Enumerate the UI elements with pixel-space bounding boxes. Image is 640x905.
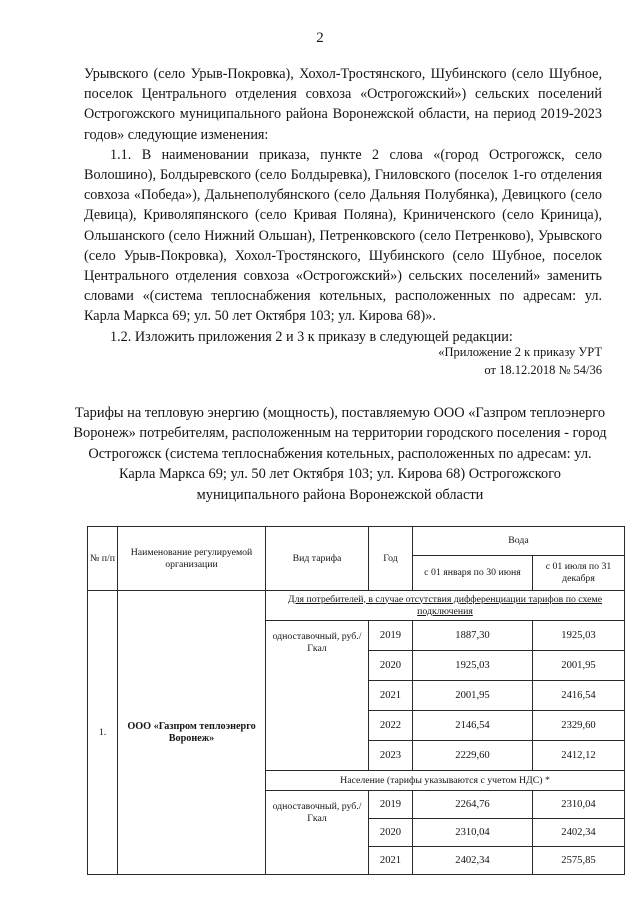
section-row [88, 591, 625, 621]
tariff-h2-cell: 2310,04 [533, 791, 625, 819]
appendix-reference [438, 343, 602, 379]
header-period-2: с 01 июля по 31 декабря [533, 556, 625, 591]
tariff-table [87, 526, 625, 875]
tariff-h2-cell: 2412,12 [533, 741, 625, 771]
tariff-type: одноставочный, руб./Гкал [266, 621, 369, 771]
row-number: 1. [88, 591, 118, 875]
tariff-h1-cell: 1925,03 [413, 651, 533, 681]
section-title: Для потребителей, в случае отсутствия дифференциации тарифов по схеме подключения [266, 591, 625, 621]
tariff-title: Тарифы на тепловую энергию (мощность), поставляемую ООО «Газпром теплоэнерго Воронеж» потребителям, расположенным на территории городского поселения - город Острогожск (система теплоснабжения котельных, расположенных по адресам: ул. Карла Маркса 69; ул. 50 лет Октября 103; ул. Кирова 68) Острогожского муниципального района Воронежской области [73, 405, 607, 503]
tariff-h1-cell: 2402,34 [413, 847, 533, 875]
paragraph-intro: Урывского (село Урыв-Покровка), Хохол-Тростянского, Шубинского (село Шубное, поселок Центрального отделения совхоза «Острогожский») сельских поселений Острогожского муниципального района Воронежской области, на период 2019-2023 годов» следующие изменения: [84, 66, 602, 143]
header-row [88, 527, 625, 556]
appendix-ref-line2: от 18.12.2018 № 54/36 [484, 363, 602, 377]
header-num: № п/п [88, 527, 118, 591]
appendix-ref-line1: «Приложение 2 к приказу УРТ [438, 345, 602, 359]
tariff-h2-cell: 1925,03 [533, 621, 625, 651]
tariff-h2-cell: 2001,95 [533, 651, 625, 681]
tariff-h1-cell: 2001,95 [413, 681, 533, 711]
year-cell: 2021 [369, 847, 413, 875]
tariff-h1-cell: 2264,76 [413, 791, 533, 819]
order-amendment-text [84, 64, 602, 347]
tariff-type: одноставочный, руб./Гкал [266, 791, 369, 875]
tariff-h2-cell: 2416,54 [533, 681, 625, 711]
section-title: Население (тарифы указываются с учетом НДС) * [266, 771, 625, 791]
tariff-h1-cell: 2229,60 [413, 741, 533, 771]
year-cell: 2020 [369, 819, 413, 847]
tariff-h2-cell: 2402,34 [533, 819, 625, 847]
header-period-1: с 01 января по 30 июня [413, 556, 533, 591]
year-cell: 2022 [369, 711, 413, 741]
header-year: Год [369, 527, 413, 591]
year-cell: 2020 [369, 651, 413, 681]
paragraph-1-2: 1.2. Изложить приложения 2 и 3 к приказу в следующей редакции: [110, 328, 513, 345]
tariff-h1-cell: 2310,04 [413, 819, 533, 847]
tariff-h2-cell: 2575,85 [533, 847, 625, 875]
tariff-h2-cell: 2329,60 [533, 711, 625, 741]
header-tariff-type: Вид тарифа [266, 527, 369, 591]
header-water: Вода [413, 527, 625, 556]
paragraph-1-1: 1.1. В наименовании приказа, пункте 2 слова «(город Острогожск, село Волошино), Болдыревского (село Болдыревка), Гниловского (поселок 1-го отделения совхоза «Победа»), Дальнеполубянского (село Дальняя Полубянка), Девицкого (село Девица), Криволяпянского (село Кривая Поляна), Криниченского (село Криница), Ольшанского (село Нижний Ольшан), Петренковского (село Петренково), Урывского (село Урыв-Покровка), Хохол-Тростянского, Шубинского (село Шубное, поселок Центрального отделения совхоза «Острогожский») сельских поселений» заменить словами «(система теплоснабжения котельных, расположенных по адресам: ул. Карла Маркса 69; ул. 50 лет Октября 103; ул. Кирова 68)». [84, 146, 602, 325]
org-name: ООО «Газпром теплоэнерго Воронеж» [118, 591, 266, 875]
tariff-h1-cell: 2146,54 [413, 711, 533, 741]
tariff-h1-cell: 1887,30 [413, 621, 533, 651]
year-cell: 2021 [369, 681, 413, 711]
year-cell: 2019 [369, 621, 413, 651]
header-org-name: Наименование регулируемой организации [118, 527, 266, 591]
year-cell: 2023 [369, 741, 413, 771]
year-cell: 2019 [369, 791, 413, 819]
page-number: 2 [316, 30, 324, 46]
